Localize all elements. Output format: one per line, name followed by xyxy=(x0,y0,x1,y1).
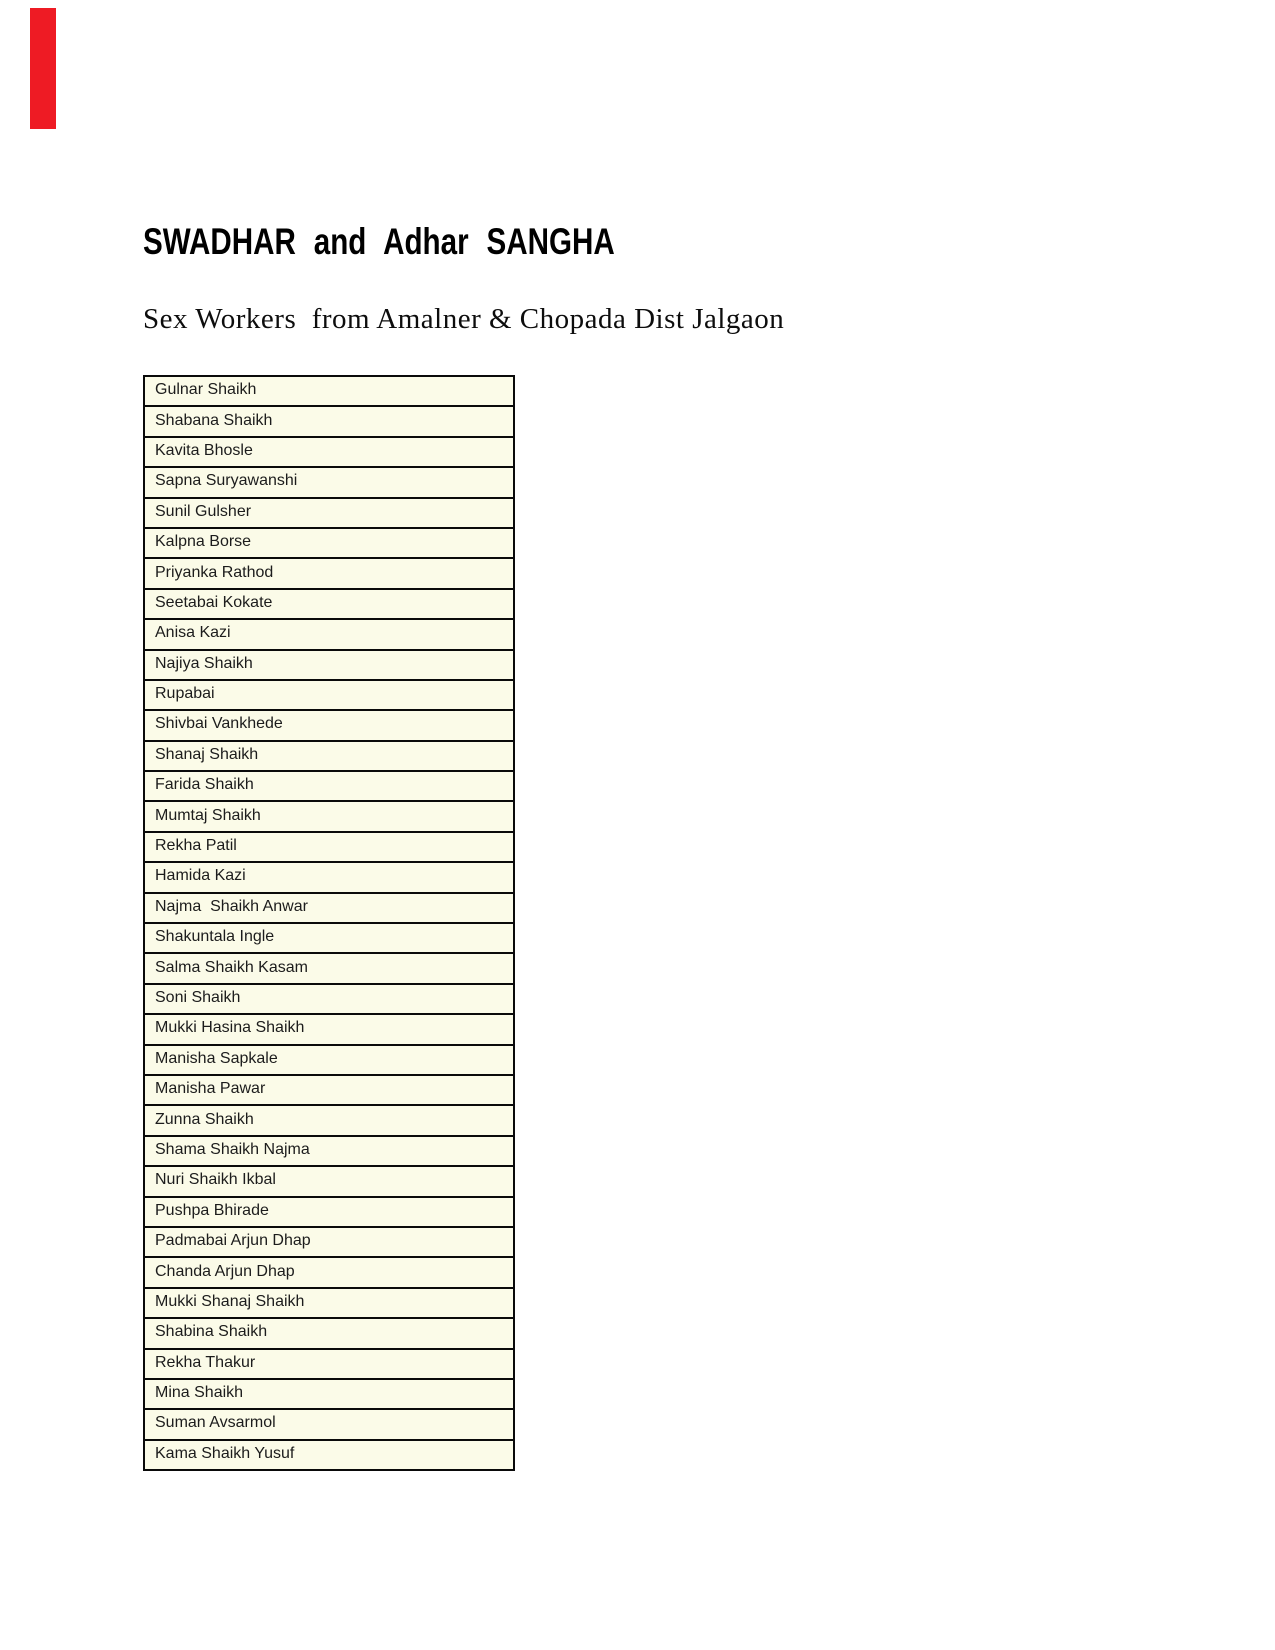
table-row xyxy=(144,953,514,983)
table-row xyxy=(144,1227,514,1257)
table-row xyxy=(144,771,514,801)
name-cell: Manisha Pawar xyxy=(144,1075,514,1105)
name-cell: Shivbai Vankhede xyxy=(144,710,514,740)
name-cell: Gulnar Shaikh xyxy=(144,376,514,406)
table-row xyxy=(144,528,514,558)
table-row xyxy=(144,406,514,436)
table-row xyxy=(144,1197,514,1227)
table-row xyxy=(144,1349,514,1379)
name-cell: Zunna Shaikh xyxy=(144,1105,514,1135)
table-row xyxy=(144,1318,514,1348)
name-cell: Shanaj Shaikh xyxy=(144,741,514,771)
name-cell: Shabana Shaikh xyxy=(144,406,514,436)
table-row xyxy=(144,862,514,892)
table-row xyxy=(144,1166,514,1196)
name-cell: Manisha Sapkale xyxy=(144,1045,514,1075)
table-row xyxy=(144,1288,514,1318)
table-row xyxy=(144,923,514,953)
table-row xyxy=(144,376,514,406)
table-row xyxy=(144,650,514,680)
table-row xyxy=(144,801,514,831)
name-cell: Suman Avsarmol xyxy=(144,1409,514,1439)
table-row xyxy=(144,1379,514,1409)
table-row xyxy=(144,1409,514,1439)
name-cell: Nuri Shaikh Ikbal xyxy=(144,1166,514,1196)
page-title: SWADHAR and Adhar SANGHA xyxy=(143,221,615,262)
name-cell: Padmabai Arjun Dhap xyxy=(144,1227,514,1257)
name-cell: Farida Shaikh xyxy=(144,771,514,801)
name-cell: Salma Shaikh Kasam xyxy=(144,953,514,983)
name-cell: Mina Shaikh xyxy=(144,1379,514,1409)
name-cell: Rekha Patil xyxy=(144,832,514,862)
table-row xyxy=(144,1045,514,1075)
table-row xyxy=(144,1136,514,1166)
table-row xyxy=(144,498,514,528)
table-row xyxy=(144,984,514,1014)
table-row xyxy=(144,1257,514,1287)
page-subtitle: Sex Workers from Amalner & Chopada Dist Jalgaon xyxy=(143,303,785,335)
name-cell: Shabina Shaikh xyxy=(144,1318,514,1348)
name-cell: Shakuntala Ingle xyxy=(144,923,514,953)
table-row xyxy=(144,893,514,923)
names-table-body xyxy=(144,376,514,1470)
table-row xyxy=(144,1014,514,1044)
table-row xyxy=(144,832,514,862)
name-cell: Soni Shaikh xyxy=(144,984,514,1014)
name-cell: Sunil Gulsher xyxy=(144,498,514,528)
name-cell: Seetabai Kokate xyxy=(144,589,514,619)
page-corner-red-marker xyxy=(30,8,56,129)
table-row xyxy=(144,1075,514,1105)
table-row xyxy=(144,558,514,588)
name-cell: Pushpa Bhirade xyxy=(144,1197,514,1227)
table-row xyxy=(144,1105,514,1135)
name-cell: Sapna Suryawanshi xyxy=(144,467,514,497)
name-cell: Mukki Shanaj Shaikh xyxy=(144,1288,514,1318)
table-row xyxy=(144,1440,514,1470)
name-cell: Najma Shaikh Anwar xyxy=(144,893,514,923)
name-cell: Rupabai xyxy=(144,680,514,710)
name-cell: Chanda Arjun Dhap xyxy=(144,1257,514,1287)
table-row xyxy=(144,710,514,740)
name-cell: Kalpna Borse xyxy=(144,528,514,558)
name-cell: Kama Shaikh Yusuf xyxy=(144,1440,514,1470)
name-cell: Kavita Bhosle xyxy=(144,437,514,467)
name-cell: Najiya Shaikh xyxy=(144,650,514,680)
name-cell: Anisa Kazi xyxy=(144,619,514,649)
name-cell: Mukki Hasina Shaikh xyxy=(144,1014,514,1044)
table-row xyxy=(144,619,514,649)
table-row xyxy=(144,741,514,771)
table-row xyxy=(144,467,514,497)
name-cell: Shama Shaikh Najma xyxy=(144,1136,514,1166)
name-cell: Priyanka Rathod xyxy=(144,558,514,588)
table-row xyxy=(144,589,514,619)
names-table xyxy=(143,375,515,1471)
table-row xyxy=(144,437,514,467)
name-cell: Hamida Kazi xyxy=(144,862,514,892)
table-row xyxy=(144,680,514,710)
name-cell: Rekha Thakur xyxy=(144,1349,514,1379)
name-cell: Mumtaj Shaikh xyxy=(144,801,514,831)
